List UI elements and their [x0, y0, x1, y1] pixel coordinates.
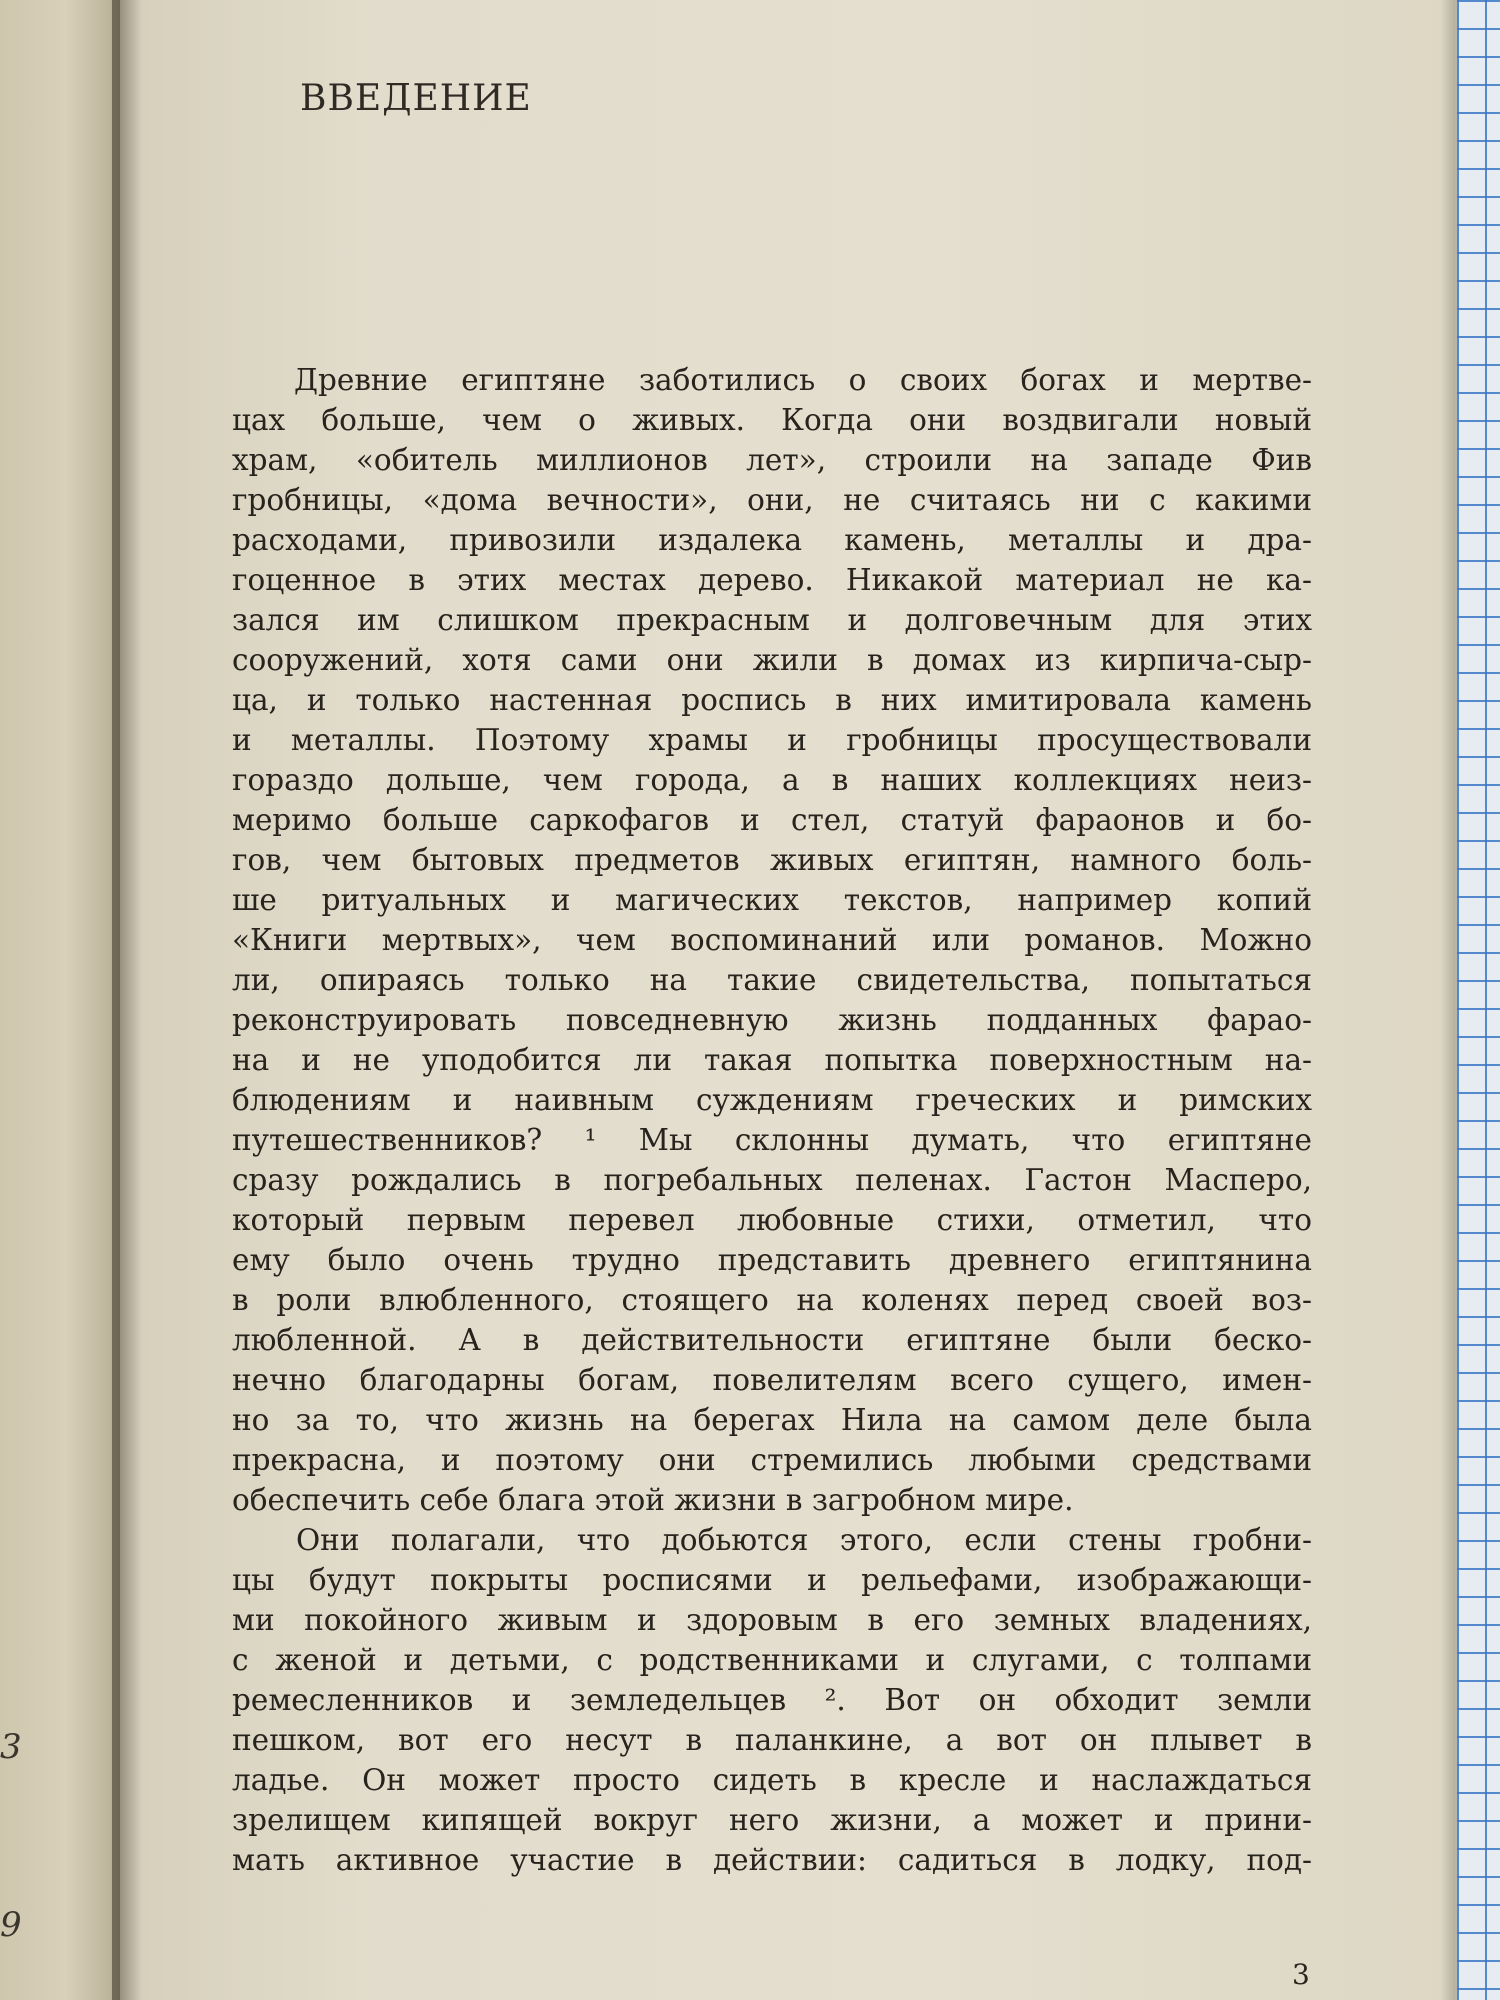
text-line: нечно благодарны богам, повелителям всего сущего, имен- — [232, 1363, 1312, 1397]
body-text — [232, 360, 1312, 1880]
left-page-fragment: 9 — [0, 1905, 22, 1945]
text-line: на и не уподобится ли такая попытка поверхностным на- — [232, 1043, 1312, 1077]
text-line: с женой и детьми, с родственниками и слугами, с толпами — [232, 1643, 1312, 1677]
page-number: 3 — [1292, 1958, 1310, 1991]
text-line: блюдениям и наивным суждениям греческих и римских — [232, 1083, 1312, 1117]
text-line: зался им слишком прекрасным и долговечным для этих — [232, 603, 1312, 637]
text-line: ше ритуальных и магических текстов, например копий — [232, 883, 1312, 917]
paragraph-1 — [232, 360, 1312, 1520]
text-line: сразу рождались в погребальных пеленах. Гастон Масперо, — [232, 1163, 1312, 1197]
text-line: ладье. Он может просто сидеть в кресле и наслаждаться — [232, 1763, 1312, 1797]
text-line: ремесленников и земледельцев ². Вот он обходит земли — [232, 1683, 1312, 1717]
text-line: путешественников? ¹ Мы склонны думать, что египтяне — [232, 1123, 1312, 1157]
text-line: цы будут покрыты росписями и рельефами, изображающи- — [232, 1563, 1312, 1597]
text-line: но за то, что жизнь на берегах Нила на самом деле была — [232, 1403, 1312, 1437]
text-line: в роли влюбленного, стоящего на коленях перед своей воз- — [232, 1283, 1312, 1317]
text-line: гов, чем бытовых предметов живых египтян, намного боль- — [232, 843, 1312, 877]
text-line: ли, опираясь только на такие свидетельства, попытаться — [232, 963, 1312, 997]
grid-paper — [1455, 0, 1500, 2000]
text-line: ми покойного живым и здоровым в его земных владениях, — [232, 1603, 1312, 1637]
text-line: зрелищем кипящей вокруг него жизни, а может и прини- — [232, 1803, 1312, 1837]
text-line: гораздо дольше, чем города, а в наших коллекциях неиз- — [232, 763, 1312, 797]
text-line: Они полагали, что добьются этого, если стены гробни- — [296, 1523, 1312, 1557]
text-line: пешком, вот его несут в паланкине, а вот он плывет в — [232, 1723, 1312, 1757]
text-line: ца, и только настенная роспись в них имитировала камень — [232, 683, 1312, 717]
text-line: цах больше, чем о живых. Когда они воздвигали новый — [232, 403, 1312, 437]
text-line: и металлы. Поэтому храмы и гробницы просуществовали — [232, 723, 1312, 757]
text-line: гробницы, «дома вечности», они, не считаясь ни с какими — [232, 483, 1312, 517]
text-line: прекрасна, и поэтому они стремились любыми средствами — [232, 1443, 1312, 1477]
text-line: меримо больше саркофагов и стел, статуй фараонов и бо- — [232, 803, 1312, 837]
text-line: гоценное в этих местах дерево. Никакой материал не ка- — [232, 563, 1312, 597]
gutter-shadow — [112, 0, 142, 2000]
text-line: любленной. А в действительности египтяне были беско- — [232, 1323, 1312, 1357]
text-line: который первым перевел любовные стихи, отметил, что — [232, 1203, 1312, 1237]
text-line: расходами, привозили издалека камень, металлы и дра- — [232, 523, 1312, 557]
text-line: «Книги мертвых», чем воспоминаний или романов. Можно — [232, 923, 1312, 957]
text-line: реконструировать повседневную жизнь подданных фарао- — [232, 1003, 1312, 1037]
text-line: мать активное участие в действии: садиться в лодку, под- — [232, 1843, 1312, 1877]
text-line: Древние египтяне заботились о своих богах и мертве- — [294, 363, 1312, 397]
text-line: обеспечить себе блага этой жизни в загробном мире. — [232, 1483, 1074, 1517]
paragraph-2 — [232, 1520, 1312, 1880]
previous-page-edge — [0, 0, 120, 2000]
section-heading: ВВЕДЕНИЕ — [300, 78, 532, 119]
text-line: ему было очень трудно представить древнего египтянина — [232, 1243, 1312, 1277]
text-line: сооружений, хотя сами они жили в домах из кирпича-сыр- — [232, 643, 1312, 677]
text-line: храм, «обитель миллионов лет», строили на западе Фив — [232, 443, 1312, 477]
left-page-fragment: 3 — [0, 1727, 22, 1767]
